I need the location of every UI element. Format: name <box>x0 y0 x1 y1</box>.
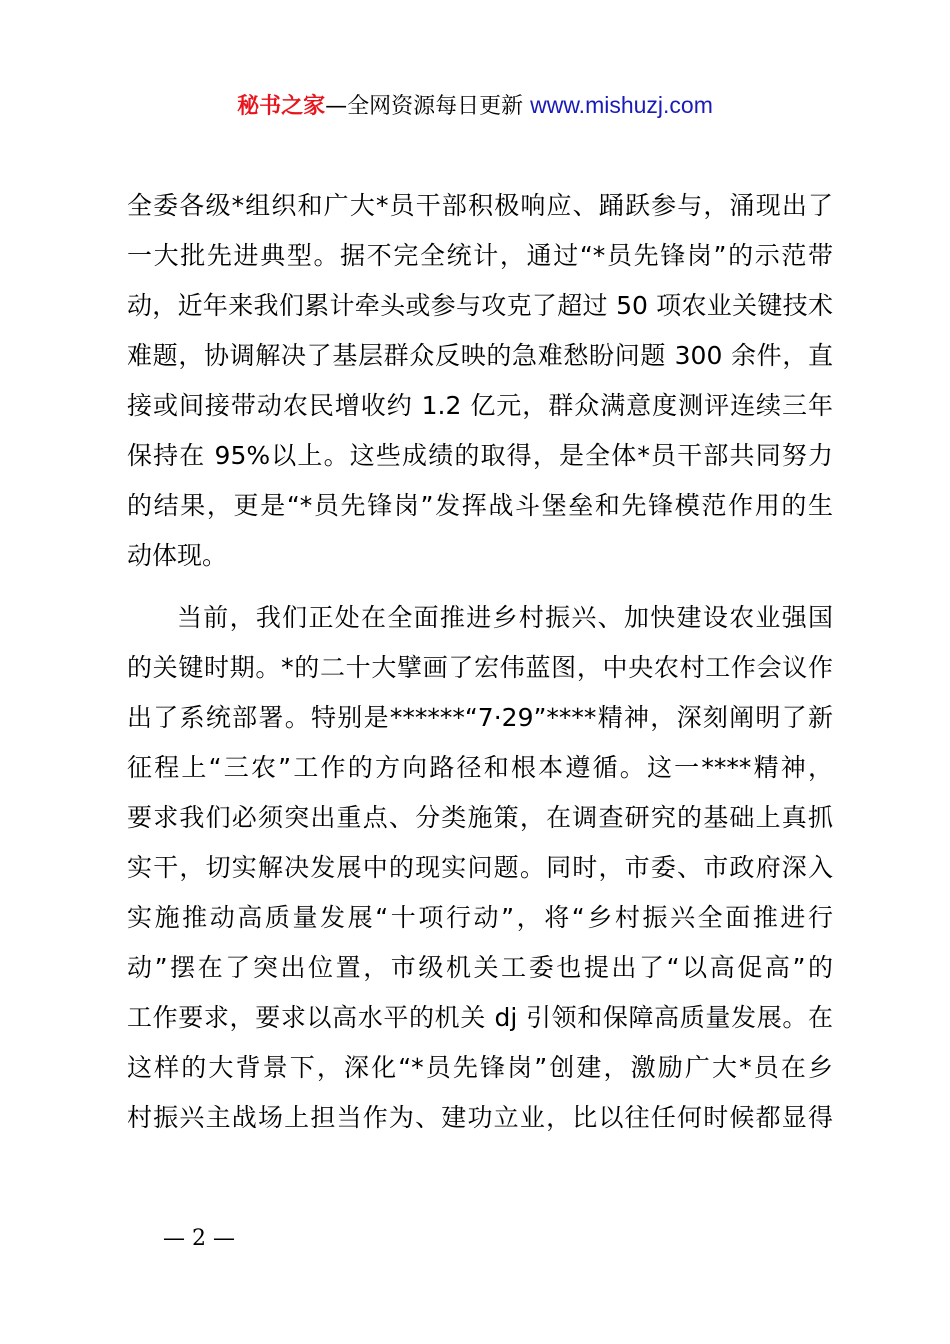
text-line: 实施推动高质量发展“十项行动”，将“乡村振兴全面推进行 <box>127 903 833 932</box>
text-line: 的关键时期。*的二十大擘画了宏伟蓝图，中央农村工作会议作 <box>127 653 833 682</box>
text-line: 难题，协调解决了基层群众反映的急难愁盼问题 300 余件，直 <box>127 341 833 370</box>
paragraph-gap <box>127 581 833 593</box>
paragraph-2 <box>127 593 833 1143</box>
text-line: 动，近年来我们累计牵头或参与攻克了超过 50 项农业关键技术 <box>127 291 833 320</box>
text-line: 保持在 95%以上。这些成绩的取得，是全体*员干部共同努力 <box>127 441 833 470</box>
site-url[interactable]: www.mishuzj.com <box>530 92 713 118</box>
page-number: — 2 — <box>163 1226 235 1251</box>
brand-name: 秘书之家 <box>237 94 326 119</box>
text-line: 接或间接带动农民增收约 1.2 亿元，群众满意度测评连续三年 <box>127 391 833 420</box>
text-line: 全委各级*组织和广大*员干部积极响应、踊跃参与，涌现出了 <box>127 191 833 220</box>
text-line: 工作要求，要求以高水平的机关 dj 引领和保障高质量发展。在 <box>127 1003 833 1032</box>
text-line: 动”摆在了突出位置，市级机关工委也提出了“以高促高”的 <box>127 953 833 982</box>
text-line: 动体现。 <box>127 541 228 570</box>
text-line: 的结果，更是“*员先锋岗”发挥战斗堡垒和先锋模范作用的生 <box>127 491 833 520</box>
text-line: 征程上“三农”工作的方向路径和根本遵循。这一****精神， <box>127 753 833 782</box>
text-line: 出了系统部署。特别是******“7·29”****精神，深刻阐明了新 <box>127 703 833 732</box>
text-line: 当前，我们正处在全面推进乡村振兴、加快建设农业强国 <box>177 603 833 632</box>
text-line: 这样的大背景下，深化“*员先锋岗”创建，激励广大*员在乡 <box>127 1053 833 1082</box>
site-banner <box>0 88 950 124</box>
text-line: 实干，切实解决发展中的现实问题。同时，市委、市政府深入 <box>127 853 833 882</box>
text-line: 村振兴主战场上担当作为、建功立业，比以往任何时候都显得 <box>127 1103 833 1132</box>
document-body <box>127 181 833 1143</box>
banner-tagline: —全网资源每日更新 <box>325 94 524 119</box>
paragraph-1 <box>127 181 833 581</box>
text-line: 要求我们必须突出重点、分类施策，在调查研究的基础上真抓 <box>127 803 833 832</box>
text-line: 一大批先进典型。据不完全统计，通过“*员先锋岗”的示范带 <box>127 241 833 270</box>
